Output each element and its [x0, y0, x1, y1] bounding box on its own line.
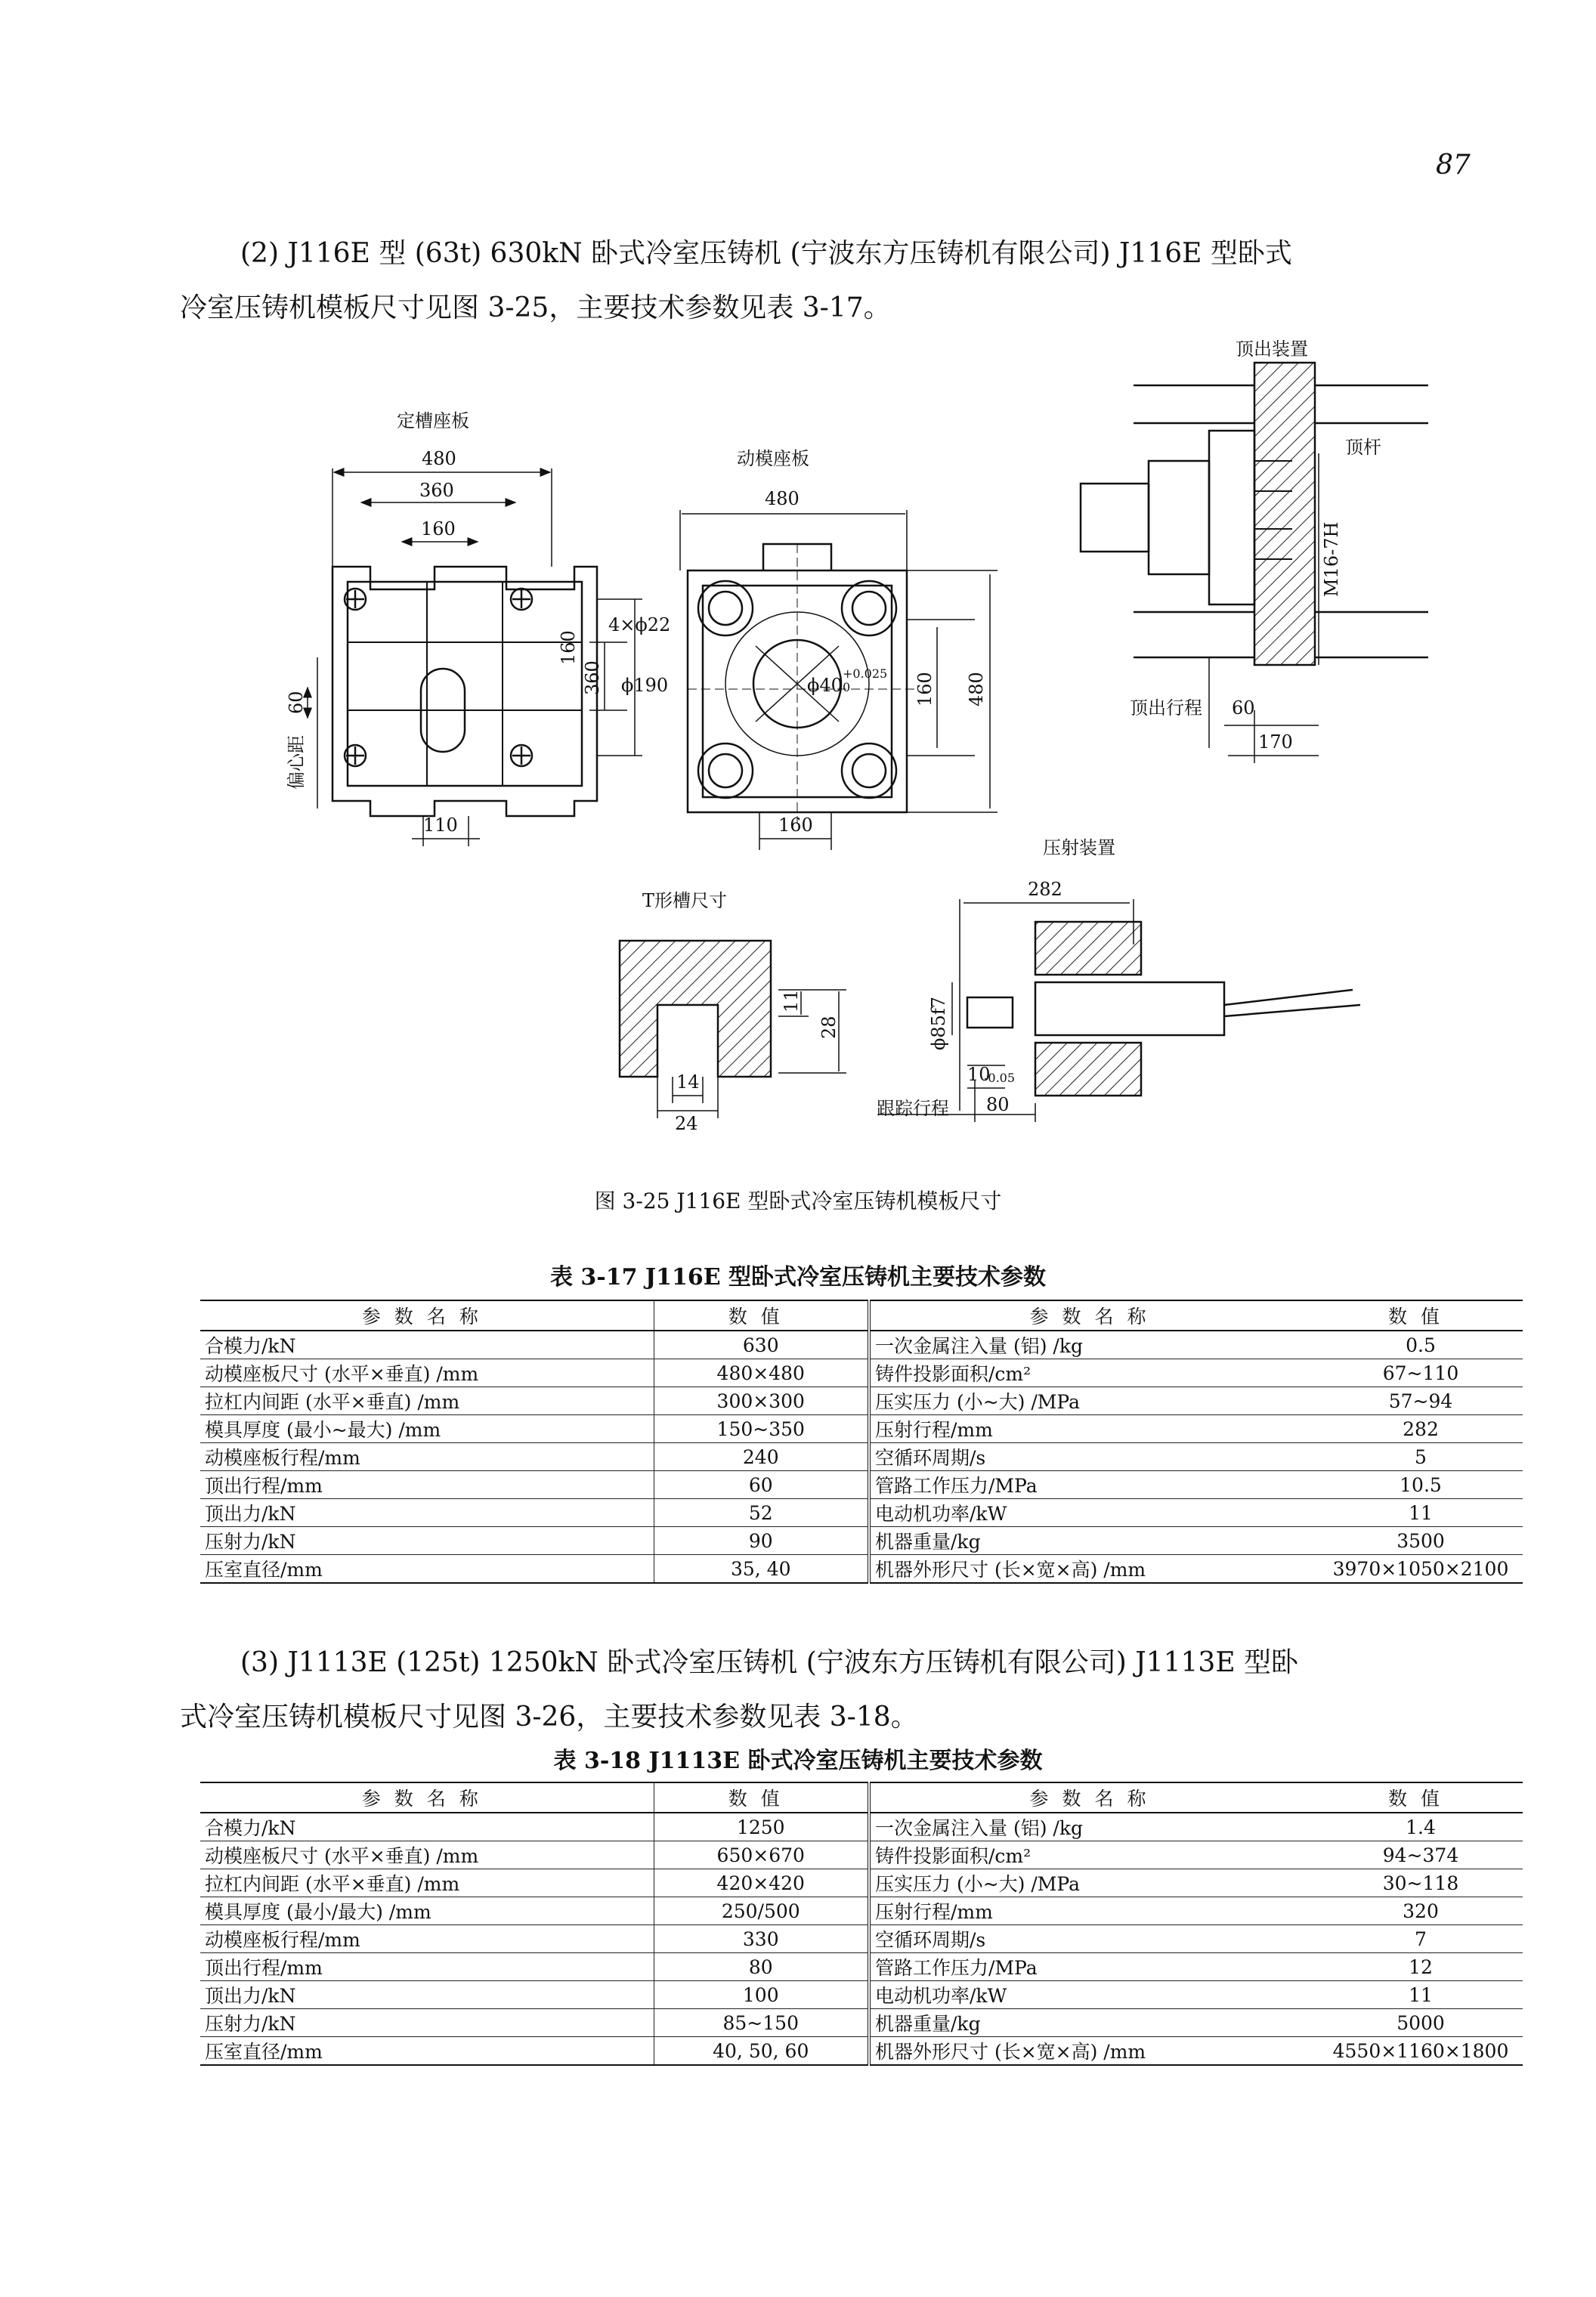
- holes-label: 4×ϕ22: [608, 614, 671, 635]
- col-header: 参数名称: [200, 1300, 654, 1331]
- param-name-cell: 顶出行程/mm: [200, 1953, 654, 1981]
- param-name-cell: 铸件投影面积/cm²: [869, 1359, 1319, 1387]
- dim-24: 24: [675, 1113, 698, 1134]
- param-value-cell: 57~94: [1319, 1387, 1523, 1415]
- param-value-cell: 52: [654, 1499, 869, 1527]
- param-value-cell: 3500: [1319, 1527, 1523, 1555]
- col-header: 数值: [654, 1300, 869, 1331]
- phi40-label: ϕ40: [807, 675, 843, 696]
- shot-drawing: [880, 899, 1360, 1122]
- section-3-line-1: (3) J1113E (125t) 1250kN 卧式冷室压铸机 (宁波东方压铸机有限公司) J1113E 型卧: [240, 1647, 1299, 1678]
- table-row: [200, 1981, 1523, 2009]
- param-value-cell: 150~350: [654, 1415, 869, 1443]
- table-row: [200, 1359, 1523, 1387]
- dim-282: 282: [1028, 879, 1062, 900]
- param-name-cell: 压射力/kN: [200, 1527, 654, 1555]
- param-value-cell: 240: [654, 1443, 869, 1471]
- shot-title: 压射装置: [1043, 837, 1115, 858]
- ejector-rod-label: 顶杆: [1345, 437, 1381, 458]
- param-value-cell: 90: [654, 1527, 869, 1555]
- fixed-plate-title: 定槽座板: [397, 410, 469, 431]
- tslot-drawing: [620, 941, 846, 1118]
- dim-60-e: 60: [1232, 697, 1255, 719]
- ejector-stroke-label: 顶出行程: [1130, 697, 1202, 719]
- param-value-cell: 300×300: [654, 1387, 869, 1415]
- col-header: 参数名称: [200, 1782, 654, 1813]
- table-row: [200, 1499, 1523, 1527]
- table-row: [200, 1555, 1523, 1584]
- param-name-cell: 管路工作压力/MPa: [869, 1471, 1319, 1499]
- param-name-cell: 模具厚度 (最小~最大) /mm: [200, 1415, 654, 1443]
- dim-10-tol: -0.05: [984, 1071, 1016, 1085]
- table-row: [200, 2037, 1523, 2066]
- param-name-cell: 拉杠内间距 (水平×垂直) /mm: [200, 1387, 654, 1415]
- param-value-cell: 30~118: [1319, 1869, 1523, 1897]
- param-value-cell: 1.4: [1319, 1813, 1523, 1841]
- param-name-cell: 压室直径/mm: [200, 1555, 654, 1584]
- param-value-cell: 80: [654, 1953, 869, 1981]
- param-value-cell: 420×420: [654, 1869, 869, 1897]
- param-name-cell: 合模力/kN: [200, 1331, 654, 1359]
- param-name-cell: 拉杠内间距 (水平×垂直) /mm: [200, 1869, 654, 1897]
- param-name-cell: 压实压力 (小~大) /MPa: [869, 1387, 1319, 1415]
- ejector-title: 顶出装置: [1236, 339, 1308, 360]
- param-value-cell: 7: [1319, 1925, 1523, 1953]
- dim-80: 80: [986, 1094, 1010, 1115]
- param-name-cell: 动模座板尺寸 (水平×垂直) /mm: [200, 1841, 654, 1869]
- section-3-line-2: 式冷室压铸机模板尺寸见图 3-26，主要技术参数见表 3-18。: [180, 1702, 918, 1733]
- section-2-line-2: 冷室压铸机模板尺寸见图 3-25，主要技术参数见表 3-17。: [180, 292, 891, 323]
- moving-plate-title: 动模座板: [737, 448, 809, 469]
- param-name-cell: 合模力/kN: [200, 1813, 654, 1841]
- dim-160-b: 160: [778, 815, 813, 836]
- param-value-cell: 650×670: [654, 1841, 869, 1869]
- table-row: [200, 2009, 1523, 2037]
- dim-60: 60: [286, 691, 307, 714]
- param-name-cell: 空循环周期/s: [869, 1925, 1319, 1953]
- section-2-text: [180, 227, 1525, 335]
- col-header: 数值: [1319, 1782, 1523, 1813]
- param-value-cell: 330: [654, 1925, 869, 1953]
- table-row: [200, 1897, 1523, 1925]
- page-number: 87: [1436, 150, 1471, 181]
- tslot-title: T形槽尺寸: [642, 890, 728, 911]
- param-value-cell: 1250: [654, 1813, 869, 1841]
- param-name-cell: 机器重量/kg: [869, 2009, 1319, 2037]
- param-name-cell: 机器外形尺寸 (长×宽×高) /mm: [869, 2037, 1319, 2066]
- param-name-cell: 压射行程/mm: [869, 1415, 1319, 1443]
- figure-3-25: [0, 325, 1596, 1254]
- param-name-cell: 顶出力/kN: [200, 1981, 654, 2009]
- param-name-cell: 空循环周期/s: [869, 1443, 1319, 1471]
- section-3-text: [180, 1636, 1525, 1745]
- param-name-cell: 电动机功率/kW: [869, 1499, 1319, 1527]
- dim-170: 170: [1258, 731, 1293, 753]
- param-value-cell: 3970×1050×2100: [1319, 1555, 1523, 1584]
- param-name-cell: 压室直径/mm: [200, 2037, 654, 2066]
- param-value-cell: 5000: [1319, 2009, 1523, 2037]
- dim-360-a: 360: [419, 480, 454, 501]
- param-value-cell: 630: [654, 1331, 869, 1359]
- param-name-cell: 一次金属注入量 (铝) /kg: [869, 1813, 1319, 1841]
- param-value-cell: 40, 50, 60: [654, 2037, 869, 2066]
- param-name-cell: 模具厚度 (最小/最大) /mm: [200, 1897, 654, 1925]
- table-row: [200, 1527, 1523, 1555]
- dim-10: 10: [967, 1064, 991, 1085]
- table-row: [200, 1443, 1523, 1471]
- param-value-cell: 480×480: [654, 1359, 869, 1387]
- param-name-cell: 压实压力 (小~大) /MPa: [869, 1869, 1319, 1897]
- param-value-cell: 11: [1319, 1981, 1523, 2009]
- param-value-cell: 250/500: [654, 1897, 869, 1925]
- dim-160-a: 160: [421, 518, 456, 539]
- col-header: 数值: [1319, 1300, 1523, 1331]
- phi40-tol-upper: +0.025: [843, 666, 888, 681]
- table-17: [200, 1300, 1523, 1584]
- param-name-cell: 动模座板行程/mm: [200, 1443, 654, 1471]
- dim-110: 110: [423, 815, 458, 836]
- param-name-cell: 动模座板尺寸 (水平×垂直) /mm: [200, 1359, 654, 1387]
- section-2-line-1: (2) J116E 型 (63t) 630kN 卧式冷室压铸机 (宁波东方压铸机有限公司) J116E 型卧式: [240, 238, 1292, 269]
- param-value-cell: 5: [1319, 1443, 1523, 1471]
- dim-28: 28: [818, 1016, 840, 1039]
- dim-160-v: 160: [558, 630, 579, 665]
- dim-14: 14: [676, 1071, 700, 1093]
- table-row: [200, 1415, 1523, 1443]
- param-name-cell: 动模座板行程/mm: [200, 1925, 654, 1953]
- param-value-cell: 94~374: [1319, 1841, 1523, 1869]
- figure-caption: 图 3-25 J116E 型卧式冷室压铸机模板尺寸: [594, 1189, 1002, 1213]
- param-value-cell: 35, 40: [654, 1555, 869, 1584]
- param-value-cell: 60: [654, 1471, 869, 1499]
- param-name-cell: 机器重量/kg: [869, 1527, 1319, 1555]
- param-name-cell: 机器外形尺寸 (长×宽×高) /mm: [869, 1555, 1319, 1584]
- dim-360-v: 360: [582, 660, 603, 695]
- table-row: [200, 1471, 1523, 1499]
- param-name-cell: 压射力/kN: [200, 2009, 654, 2037]
- param-value-cell: 0.5: [1319, 1331, 1523, 1359]
- param-value-cell: 282: [1319, 1415, 1523, 1443]
- fixed-plate-drawing: [308, 468, 642, 846]
- dim-160-v-b: 160: [914, 672, 936, 706]
- dim-480-a: 480: [422, 448, 456, 469]
- table-17-title: 表 3-17 J116E 型卧式冷室压铸机主要技术参数: [549, 1264, 1047, 1291]
- param-value-cell: 11: [1319, 1499, 1523, 1527]
- param-name-cell: 管路工作压力/MPa: [869, 1953, 1319, 1981]
- param-name-cell: 电动机功率/kW: [869, 1981, 1319, 2009]
- param-value-cell: 100: [654, 1981, 869, 2009]
- table-row: [200, 1387, 1523, 1415]
- phi85-label: ϕ85f7: [928, 996, 949, 1050]
- param-value-cell: 67~110: [1319, 1359, 1523, 1387]
- table-row: [200, 1813, 1523, 1841]
- param-value-cell: 12: [1319, 1953, 1523, 1981]
- table-18-title: 表 3-18 J1113E 卧式冷室压铸机主要技术参数: [553, 1748, 1043, 1774]
- table-row: [200, 1331, 1523, 1359]
- dim-11: 11: [781, 989, 802, 1012]
- thread-label: M16-7H: [1321, 521, 1342, 597]
- param-value-cell: 85~150: [654, 2009, 869, 2037]
- col-header: 参数名称: [869, 1782, 1319, 1813]
- param-value-cell: 320: [1319, 1897, 1523, 1925]
- col-header: 数值: [654, 1782, 869, 1813]
- param-value-cell: 10.5: [1319, 1471, 1523, 1499]
- param-name-cell: 顶出行程/mm: [200, 1471, 654, 1499]
- dim-480-v-b: 480: [966, 672, 987, 706]
- col-header: 参数名称: [869, 1300, 1319, 1331]
- table-row: [200, 1869, 1523, 1897]
- offset-label: 偏心距: [286, 735, 307, 790]
- phi40-tol-lower: 0: [843, 680, 851, 694]
- param-name-cell: 铸件投影面积/cm²: [869, 1841, 1319, 1869]
- param-value-cell: 4550×1160×1800: [1319, 2037, 1523, 2066]
- param-name-cell: 一次金属注入量 (铝) /kg: [869, 1331, 1319, 1359]
- dim-480-b: 480: [765, 488, 800, 509]
- param-name-cell: 顶出力/kN: [200, 1499, 654, 1527]
- track-label: 跟踪行程: [877, 1098, 949, 1119]
- param-name-cell: 压射行程/mm: [869, 1897, 1319, 1925]
- phi190-label: ϕ190: [621, 675, 669, 696]
- table-row: [200, 1925, 1523, 1953]
- table-row: [200, 1953, 1523, 1981]
- table-18: [200, 1782, 1523, 2066]
- table-row: [200, 1841, 1523, 1869]
